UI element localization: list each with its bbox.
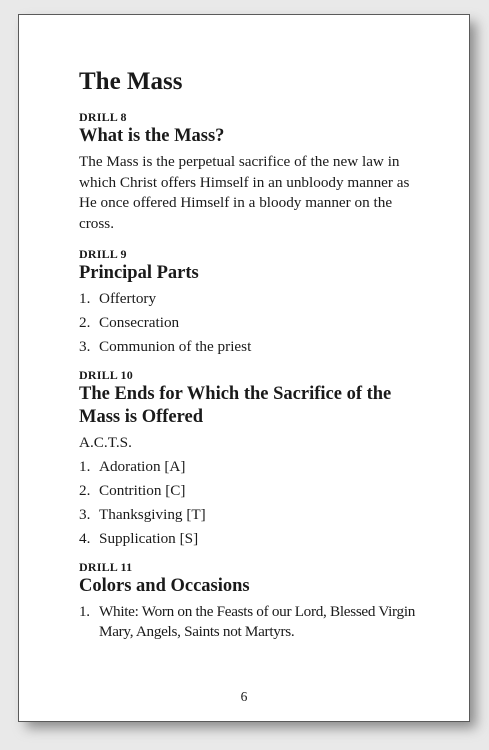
drill-heading: The Ends for Which the Sacrifice of the Mass is Offered [79, 384, 392, 427]
list-item [79, 505, 419, 525]
drill-text: The Mass is the perpetual sacrifice of the new law in which Christ offers Himself in an unbloody manner as He once offered Himself in a bloody manner on the cross. [79, 153, 410, 232]
list-text: Offertory [99, 290, 157, 307]
drill-label: DRILL 11 [79, 560, 133, 574]
drill-heading: Colors and Occasions [79, 576, 250, 596]
list-item [79, 457, 419, 477]
ends-list [79, 457, 419, 549]
drill-label: DRILL 9 [79, 247, 127, 261]
list-number: 2. [79, 314, 91, 331]
list-item [79, 481, 419, 501]
list-number: 4. [79, 530, 91, 547]
list-number: 2. [79, 482, 91, 499]
drill-10-section [79, 367, 419, 549]
page-number: 6 [240, 689, 248, 704]
drill-label: DRILL 10 [79, 368, 133, 382]
drill-9-section [79, 246, 419, 357]
list-item [79, 529, 419, 549]
list-number: 1. [79, 603, 90, 620]
list-number: 1. [79, 458, 91, 475]
page-content [79, 67, 419, 652]
list-text: Communion of the priest [99, 338, 252, 355]
drill-11-section [79, 559, 419, 642]
list-item [79, 289, 419, 309]
list-text: Contrition [C] [99, 482, 186, 499]
principal-parts-list [79, 289, 419, 357]
list-item [79, 313, 419, 333]
list-text: White: Worn on the Feasts of our Lord, Blessed Virgin Mary, Angels, Saints not Martyrs. [99, 603, 416, 640]
book-page [18, 14, 470, 722]
colors-list [79, 602, 419, 642]
list-number: 3. [79, 506, 91, 523]
drill-heading: What is the Mass? [79, 126, 225, 146]
drill-8-section [79, 109, 419, 234]
list-item [79, 337, 419, 357]
list-text: Supplication [S] [99, 530, 199, 547]
list-text: Thanksgiving [T] [99, 506, 206, 523]
list-item [79, 602, 419, 642]
drill-label: DRILL 8 [79, 110, 127, 124]
page-title: The Mass [79, 68, 183, 95]
list-text: Adoration [A] [99, 458, 186, 475]
list-number: 1. [79, 290, 91, 307]
list-text: Consecration [99, 314, 180, 331]
list-number: 3. [79, 338, 91, 355]
drill-heading: Principal Parts [79, 263, 199, 283]
acronym: A.C.T.S. [79, 434, 132, 451]
